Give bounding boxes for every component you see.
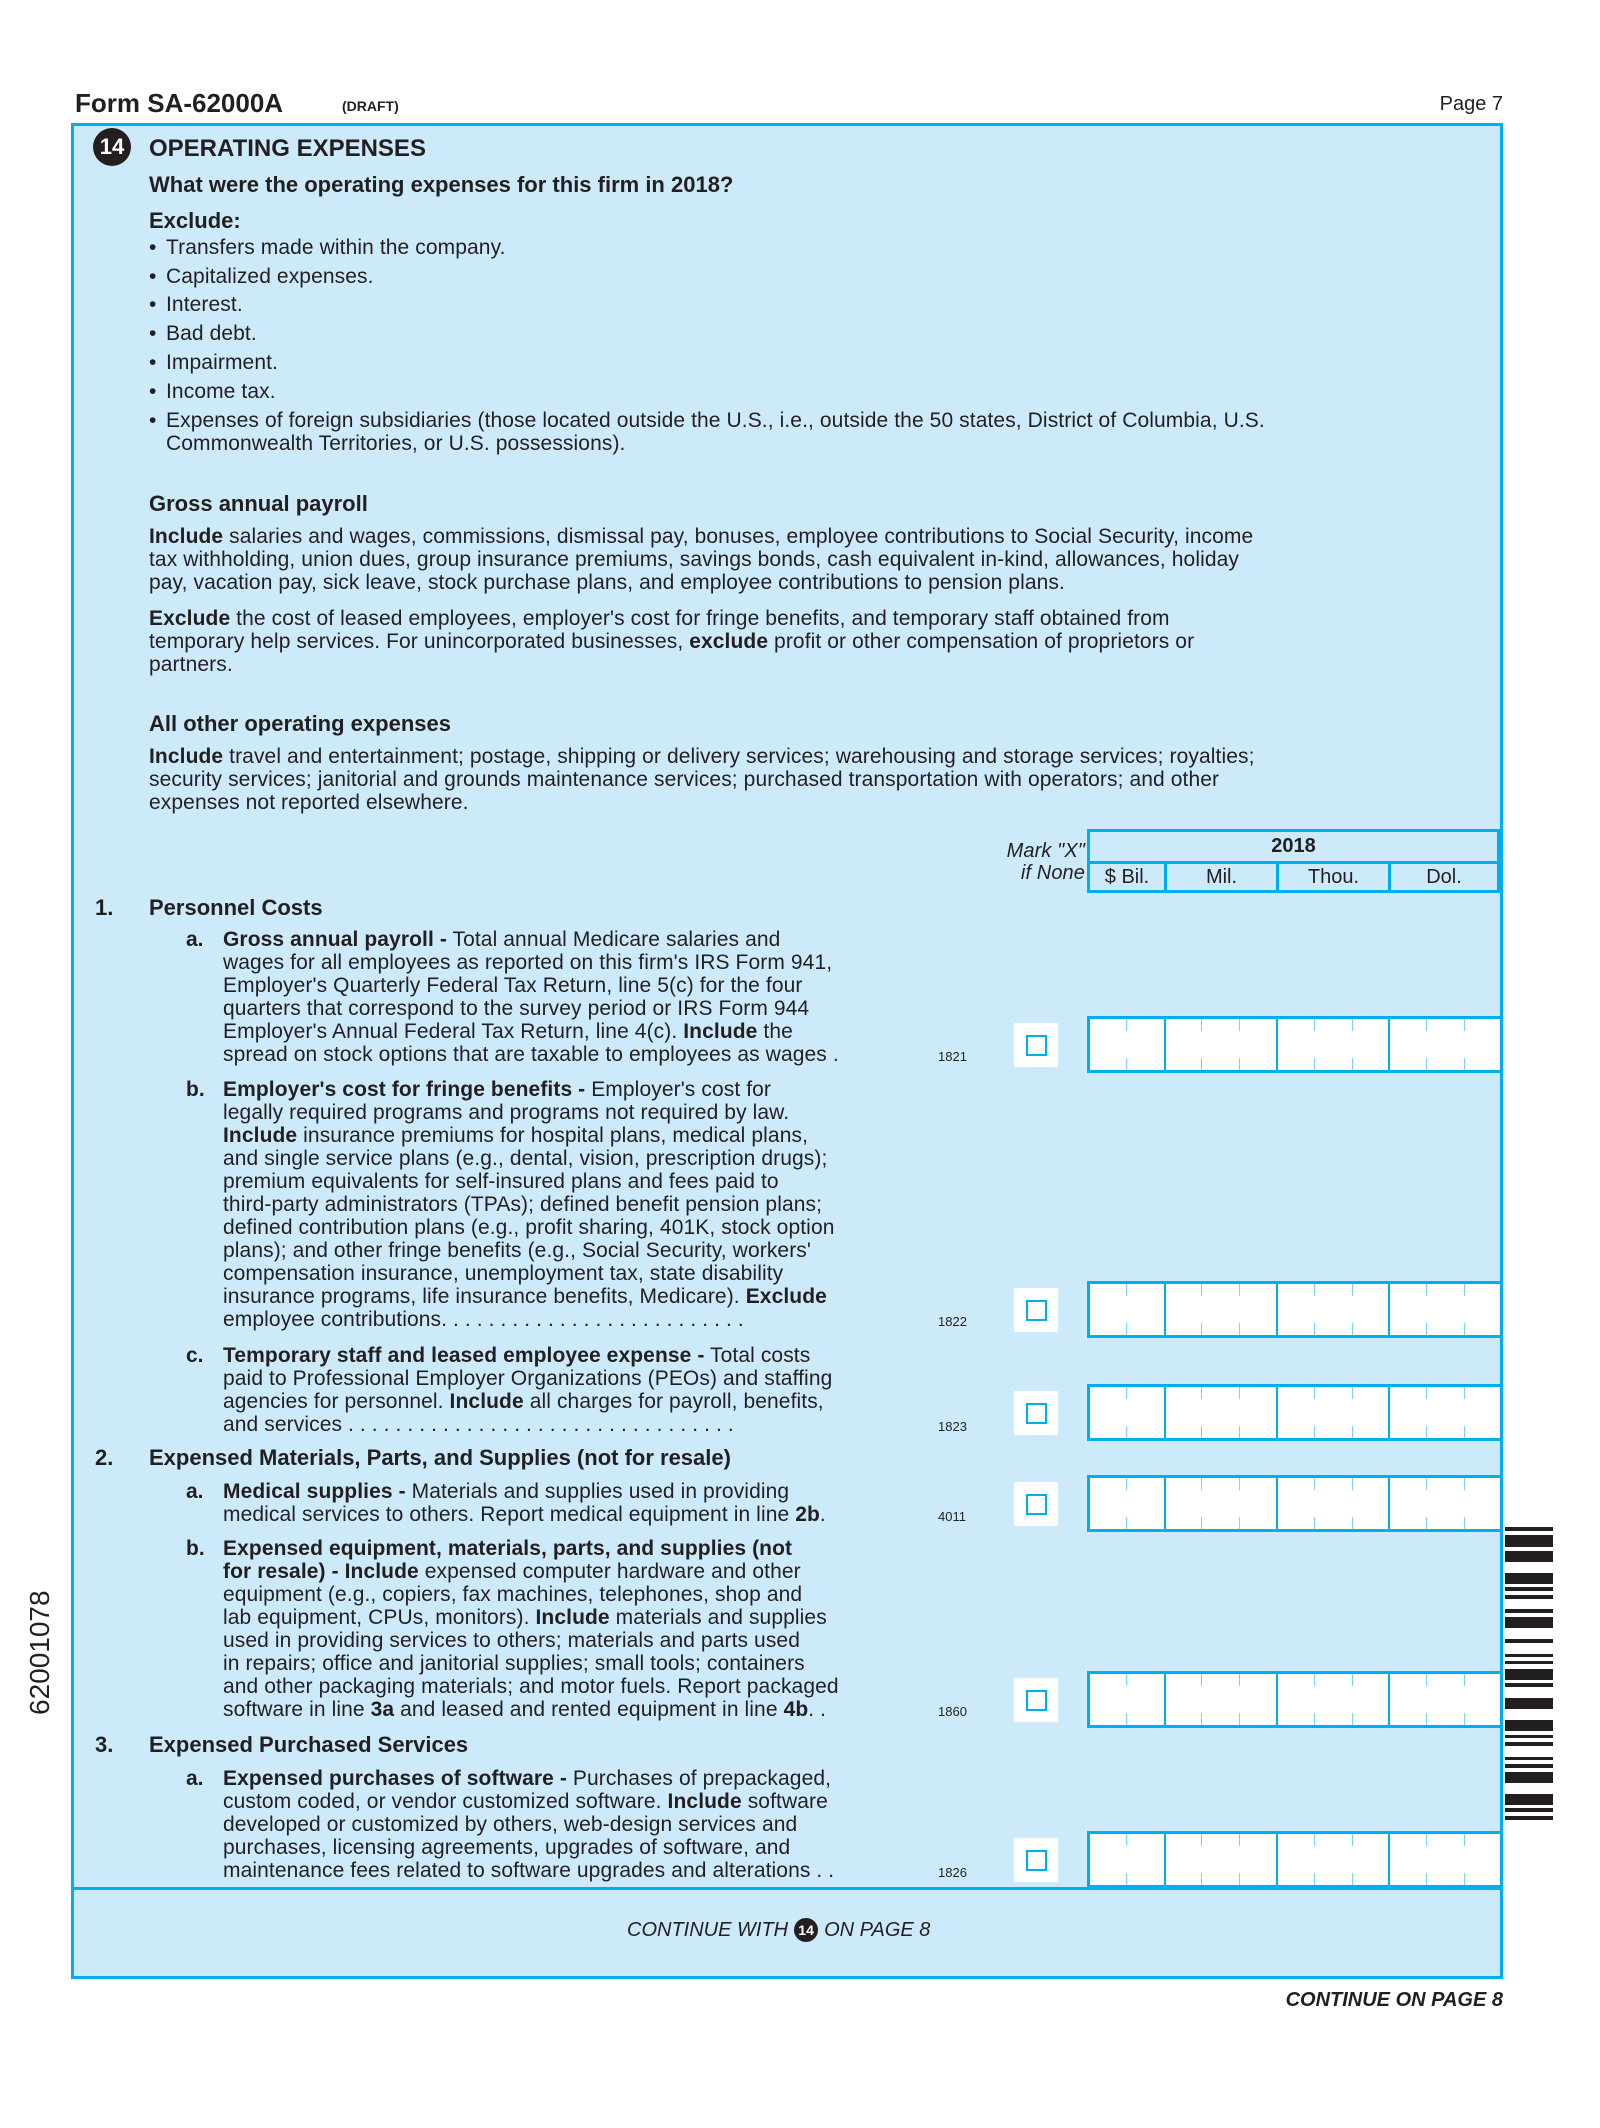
digit-tick	[1426, 1284, 1427, 1296]
digit-tick	[1314, 1323, 1315, 1335]
digit-tick	[1352, 1873, 1353, 1885]
none-checkbox[interactable]	[1014, 1678, 1058, 1722]
digit-tick	[1201, 1674, 1202, 1686]
barcode-bar	[1505, 1683, 1553, 1687]
checkbox-square-icon	[1026, 1850, 1047, 1871]
barcode-bar	[1505, 1595, 1553, 1599]
digit-tick	[1314, 1713, 1315, 1725]
digit-tick	[1352, 1713, 1353, 1725]
exclude-item	[149, 265, 374, 288]
digit-tick	[1239, 1478, 1240, 1490]
digit-tick	[1352, 1019, 1353, 1031]
digit-tick	[1314, 1387, 1315, 1399]
mark-if-none-label: Mark "X" if None	[1006, 840, 1085, 884]
digit-tick	[1314, 1019, 1315, 1031]
none-checkbox[interactable]	[1014, 1391, 1058, 1435]
checkbox-square-icon	[1026, 1035, 1047, 1056]
exclude-label: Exclude:	[149, 208, 241, 233]
digit-tick	[1464, 1284, 1465, 1296]
group-title: Expensed Purchased Services	[149, 1732, 469, 1757]
bullet-icon: •	[149, 322, 157, 345]
digit-tick	[1239, 1284, 1240, 1296]
digit-tick	[1126, 1019, 1127, 1031]
amount-input[interactable]	[1087, 1671, 1500, 1728]
digit-tick	[1426, 1873, 1427, 1885]
digit-tick	[1352, 1058, 1353, 1070]
item-letter: a.	[186, 928, 204, 951]
digit-tick	[1239, 1019, 1240, 1031]
form-title: Form SA-62000A	[75, 88, 284, 118]
group-title: Expensed Materials, Parts, and Supplies (not for resale)	[149, 1445, 731, 1470]
digit-tick	[1126, 1674, 1127, 1686]
barcode-bar	[1505, 1527, 1553, 1531]
digit-tick	[1126, 1058, 1127, 1070]
line-code: 1826	[938, 1865, 967, 1880]
barcode-bar	[1505, 1772, 1553, 1783]
amount-cell-mil[interactable]	[1164, 1019, 1278, 1070]
digit-tick	[1314, 1834, 1315, 1846]
draft-label: (DRAFT)	[342, 98, 399, 114]
digit-tick	[1201, 1323, 1202, 1335]
barcode-bar	[1505, 1609, 1553, 1613]
digit-tick	[1126, 1834, 1127, 1846]
side-form-id: 62001078	[24, 1590, 55, 1715]
continue-suffix: ON PAGE 8	[824, 1918, 931, 1941]
digit-tick	[1201, 1284, 1202, 1296]
digit-tick	[1201, 1058, 1202, 1070]
amount-cell-thou[interactable]	[1276, 1834, 1390, 1885]
barcode-bar	[1505, 1720, 1553, 1731]
digit-tick	[1201, 1873, 1202, 1885]
group-number: 2.	[95, 1445, 114, 1470]
barcode-bar	[1505, 1808, 1553, 1812]
checkbox-square-icon	[1026, 1690, 1047, 1711]
barcode-bar	[1505, 1764, 1553, 1768]
line-code: 1860	[938, 1704, 967, 1719]
barcode-bar	[1505, 1573, 1553, 1584]
digit-tick	[1464, 1713, 1465, 1725]
section-number-badge: 14	[93, 128, 131, 166]
digit-tick	[1201, 1478, 1202, 1490]
amount-input[interactable]	[1087, 1475, 1500, 1532]
checkbox-square-icon	[1026, 1300, 1047, 1321]
digit-tick	[1201, 1713, 1202, 1725]
group-title: Personnel Costs	[149, 895, 323, 920]
continue-page-note: CONTINUE ON PAGE 8	[1285, 1989, 1503, 2011]
year-header: 2018	[1087, 829, 1500, 864]
barcode-bar	[1505, 1535, 1553, 1547]
digit-tick	[1239, 1323, 1240, 1335]
exclude-item-text: Income tax.	[166, 380, 276, 403]
item-description: Medical supplies - Materials and supplies used in providing medical services to others. Report medical equipment in line 2b.	[223, 1480, 826, 1526]
digit-tick	[1201, 1387, 1202, 1399]
barcode-bar	[1505, 1639, 1553, 1643]
column-header: Mil.	[1164, 861, 1279, 893]
line-code: 1822	[938, 1314, 967, 1329]
barcode-bar	[1505, 1669, 1553, 1680]
group-number: 3.	[95, 1732, 114, 1757]
digit-tick	[1464, 1674, 1465, 1686]
none-checkbox[interactable]	[1014, 1482, 1058, 1526]
barcode-bar	[1505, 1794, 1553, 1805]
digit-tick	[1314, 1478, 1315, 1490]
item-letter: a.	[186, 1480, 204, 1503]
item-letter: b.	[186, 1537, 205, 1560]
exclude-item	[149, 322, 257, 345]
barcode-bar	[1505, 1816, 1553, 1820]
other-include-text: Include travel and entertainment; postage, shipping or delivery services; warehousing and storage services; royalties; security services; janitorial and grounds maintenance services; purchased transportation with operators; and other expenses not reported elsewhere.	[149, 745, 1255, 814]
digit-tick	[1426, 1478, 1427, 1490]
item-description: Temporary staff and leased employee expense - Total costs paid to Professional Employer Organizations (PEOs) and staffing agencies for personnel. Include all charges for payroll, benefits, and services . . . . . . . . . . . . . . . . . . . . . . . . . . . . . . . . .	[223, 1344, 833, 1436]
exclude-item-text: Impairment.	[166, 351, 278, 374]
none-checkbox[interactable]	[1014, 1023, 1058, 1067]
amount-input[interactable]	[1087, 1281, 1500, 1338]
item-description: Expensed purchases of software - Purchases of prepackaged, custom coded, or vendor customized software. Include software developed or customized by others, web-design services and purchases, licensing agreements, upgrades of software, and maintenance fees related to software upgrades and alterations . .	[223, 1767, 835, 1882]
amount-cell-mil[interactable]	[1164, 1674, 1278, 1725]
exclude-item-text: Capitalized expenses.	[166, 265, 374, 288]
digit-tick	[1426, 1387, 1427, 1399]
amount-input[interactable]	[1087, 1831, 1500, 1888]
other-heading: All other operating expenses	[149, 711, 451, 736]
digit-tick	[1126, 1873, 1127, 1885]
digit-tick	[1464, 1517, 1465, 1529]
digit-tick	[1464, 1019, 1465, 1031]
barcode-bar	[1505, 1698, 1553, 1709]
line-code: 1823	[938, 1419, 967, 1434]
digit-tick	[1126, 1517, 1127, 1529]
digit-tick	[1239, 1058, 1240, 1070]
amount-cell-dol[interactable]	[1388, 1478, 1502, 1529]
digit-tick	[1239, 1387, 1240, 1399]
barcode-bar	[1505, 1757, 1553, 1760]
item-letter: a.	[186, 1767, 204, 1790]
column-header: Thou.	[1276, 861, 1391, 893]
continue-prefix: CONTINUE WITH	[627, 1918, 789, 1941]
digit-tick	[1201, 1517, 1202, 1529]
amount-cell-dol[interactable]	[1388, 1834, 1502, 1885]
amount-cell-dol[interactable]	[1388, 1674, 1502, 1725]
continue-note	[627, 1918, 930, 1942]
section-question: What were the operating expenses for this firm in 2018?	[149, 172, 734, 197]
barcode-bar	[1505, 1654, 1553, 1657]
digit-tick	[1239, 1426, 1240, 1438]
bullet-icon: •	[149, 265, 157, 288]
exclude-item	[149, 293, 243, 316]
digit-tick	[1314, 1873, 1315, 1885]
barcode-bar	[1505, 1587, 1553, 1591]
item-description: Expensed equipment, materials, parts, and supplies (not for resale) - Include expensed computer hardware and other equipment (e.g., copiers, fax machines, telephones, shop and lab equipment, CPUs, monitors). Include materials and supplies used in providing services to others; materials and parts used in repairs; office and janitorial supplies; small tools; containers and other packaging materials; and motor fuels. Report packaged software in line 3a and leased and rented equipment in line 4b. .	[223, 1537, 839, 1721]
item-description: Employer's cost for fringe benefits - Employer's cost for legally required programs and programs not required by law. Include insurance premiums for hospital plans, medical plans, and single service plans (e.g., dental, vision, prescription drugs); premium equivalents for self-insured plans and fees paid to third-party administrators (TPAs); defined benefit pension plans; defined contribution plans (e.g., profit sharing, 401K, stock option plans); and other fringe benefits (e.g., Social Security, workers' compensation insurance, unemployment tax, state disability insurance programs, life insurance benefits, Medicare). Exclude employee contributions. . . . . . . . . . . . . . . . . . . . . . . . . .	[223, 1078, 835, 1331]
exclude-item	[149, 380, 276, 403]
digit-tick	[1426, 1019, 1427, 1031]
barcode-bar	[1505, 1551, 1553, 1562]
digit-tick	[1314, 1284, 1315, 1296]
exclude-item	[149, 236, 506, 259]
digit-tick	[1464, 1058, 1465, 1070]
digit-tick	[1426, 1517, 1427, 1529]
digit-tick	[1426, 1713, 1427, 1725]
digit-tick	[1126, 1426, 1127, 1438]
digit-tick	[1464, 1478, 1465, 1490]
amount-cell-dol[interactable]	[1388, 1284, 1502, 1335]
digit-tick	[1352, 1387, 1353, 1399]
bullet-icon: •	[149, 236, 157, 259]
digit-tick	[1426, 1834, 1427, 1846]
exclude-item-text: Interest.	[166, 293, 243, 316]
digit-tick	[1352, 1834, 1353, 1846]
digit-tick	[1426, 1674, 1427, 1686]
exclude-item-text: Expenses of foreign subsidiaries (those located outside the U.S., i.e., outside the 50 states, District of Columbia, U.S. Commonwealth Territories, or U.S. possessions).	[166, 409, 1265, 455]
barcode-bar	[1505, 1661, 1553, 1664]
digit-tick	[1239, 1713, 1240, 1725]
digit-tick	[1239, 1834, 1240, 1846]
bullet-icon: •	[149, 409, 157, 432]
item-description: Gross annual payroll - Total annual Medicare salaries and wages for all employees as reported on this firm's IRS Form 941, Employer's Quarterly Federal Tax Return, line 5(c) for the four quarters that correspond to the survey period or IRS Form 944 Employer's Annual Federal Tax Return, line 4(c). Include the spread on stock options that are taxable to employees as wages .	[223, 928, 839, 1066]
digit-tick	[1314, 1058, 1315, 1070]
digit-tick	[1239, 1674, 1240, 1686]
barcode-bar	[1505, 1735, 1553, 1738]
digit-tick	[1352, 1323, 1353, 1335]
bullet-icon: •	[149, 380, 157, 403]
digit-tick	[1464, 1873, 1465, 1885]
amount-cell-mil[interactable]	[1164, 1834, 1278, 1885]
digit-tick	[1464, 1834, 1465, 1846]
amount-cell-mil[interactable]	[1164, 1387, 1278, 1438]
amount-cell-thou[interactable]	[1276, 1674, 1390, 1725]
barcode-bar	[1505, 1742, 1553, 1746]
digit-tick	[1126, 1323, 1127, 1335]
section-number-badge-small: 14	[794, 1918, 818, 1942]
digit-tick	[1464, 1426, 1465, 1438]
checkbox-square-icon	[1026, 1494, 1047, 1515]
column-header: $ Bil.	[1087, 861, 1167, 893]
line-code: 1821	[938, 1049, 967, 1064]
amount-cell-mil[interactable]	[1164, 1478, 1278, 1529]
payroll-include-text: Include salaries and wages, commissions, dismissal pay, bonuses, employee contributions to Social Security, income tax withholding, union dues, group insurance premiums, savings bonds, cash equivalent in-kind, allowances, holiday pay, vacation pay, sick leave, stock purchase plans, and employee contributions to pension plans.	[149, 525, 1254, 594]
page-number: Page 7	[1439, 93, 1503, 115]
payroll-exclude-text: Exclude the cost of leased employees, employer's cost for fringe benefits, and temporary staff obtained from temporary help services. For unincorporated businesses, exclude profit or other compensation of proprietors or partners.	[149, 607, 1195, 676]
amount-cell-mil[interactable]	[1164, 1284, 1278, 1335]
none-checkbox[interactable]	[1014, 1288, 1058, 1332]
exclude-item	[149, 409, 1265, 455]
exclude-item-text: Transfers made within the company.	[166, 236, 506, 259]
item-letter: b.	[186, 1078, 205, 1101]
amount-cell-dol[interactable]	[1388, 1387, 1502, 1438]
item-letter: c.	[186, 1344, 204, 1367]
digit-tick	[1464, 1387, 1465, 1399]
digit-tick	[1201, 1426, 1202, 1438]
amount-cell-thou[interactable]	[1276, 1019, 1390, 1070]
exclude-item-text: Bad debt.	[166, 322, 257, 345]
line-code: 4011	[938, 1509, 966, 1524]
bullet-icon: •	[149, 293, 157, 316]
bullet-icon: •	[149, 351, 157, 374]
column-header: Dol.	[1388, 861, 1500, 893]
exclude-item	[149, 351, 278, 374]
amount-cell-dol[interactable]	[1388, 1019, 1502, 1070]
digit-tick	[1426, 1058, 1427, 1070]
payroll-heading: Gross annual payroll	[149, 491, 368, 516]
amount-input[interactable]	[1087, 1016, 1500, 1073]
digit-tick	[1239, 1873, 1240, 1885]
none-checkbox[interactable]	[1014, 1838, 1058, 1882]
digit-tick	[1352, 1517, 1353, 1529]
digit-tick	[1426, 1323, 1427, 1335]
digit-tick	[1314, 1674, 1315, 1686]
digit-tick	[1352, 1284, 1353, 1296]
barcode-bar	[1505, 1617, 1553, 1628]
digit-tick	[1126, 1387, 1127, 1399]
digit-tick	[1464, 1323, 1465, 1335]
digit-tick	[1352, 1426, 1353, 1438]
digit-tick	[1352, 1478, 1353, 1490]
digit-tick	[1201, 1834, 1202, 1846]
digit-tick	[1314, 1426, 1315, 1438]
checkbox-square-icon	[1026, 1403, 1047, 1424]
amount-cell-thou[interactable]	[1276, 1478, 1390, 1529]
digit-tick	[1126, 1284, 1127, 1296]
amount-cell-thou[interactable]	[1276, 1387, 1390, 1438]
group-number: 1.	[95, 895, 114, 920]
digit-tick	[1239, 1517, 1240, 1529]
digit-tick	[1126, 1478, 1127, 1490]
amount-input[interactable]	[1087, 1384, 1500, 1441]
digit-tick	[1126, 1713, 1127, 1725]
digit-tick	[1314, 1517, 1315, 1529]
section-title: OPERATING EXPENSES	[149, 135, 426, 162]
digit-tick	[1426, 1426, 1427, 1438]
digit-tick	[1201, 1019, 1202, 1031]
digit-tick	[1352, 1674, 1353, 1686]
amount-cell-thou[interactable]	[1276, 1284, 1390, 1335]
